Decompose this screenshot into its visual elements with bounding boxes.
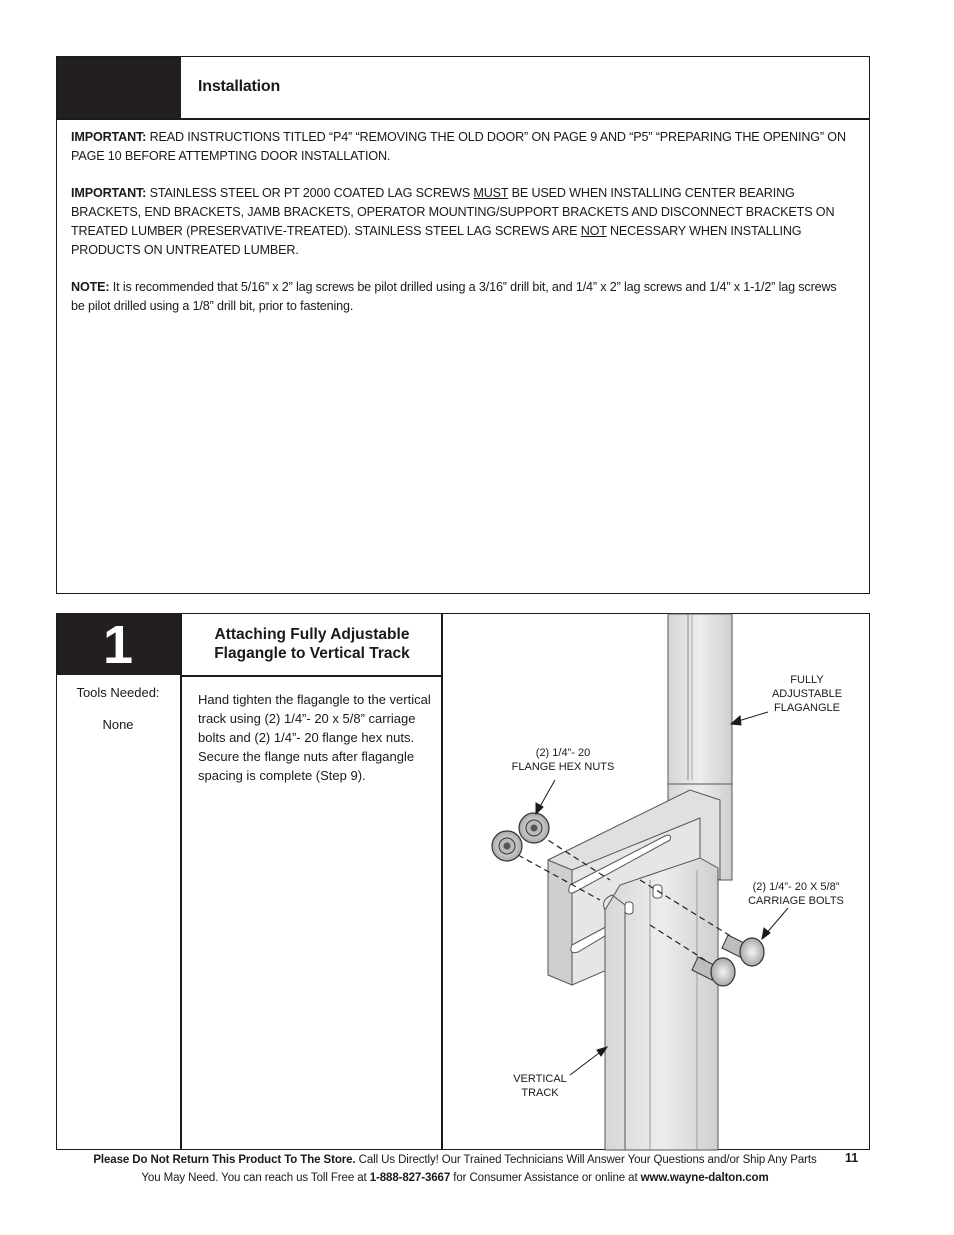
footer-line-2: You May Need. You can reach us Toll Free at 1-888-827-3667 for Consumer Assistance or online at www.wayne-dalton.com [141,1172,769,1184]
step-instructions: Hand tighten the flagangle to the vertical track using (2) 1/4”- 20 x 5/8” carriage bolts and (2) 1/4”- 20 flange hex nuts. Secure the flange nuts after flagangle spacing is complete (Step 9). [198,692,431,783]
step-number: 1 [102,615,134,675]
flange-hex-nut-2 [492,831,522,861]
footer-website[interactable]: www.wayne-dalton.com [640,1172,769,1184]
important-note-1: IMPORTANT: READ INSTRUCTIONS TITLED “P4” “REMOVING THE OLD DOOR” ON PAGE 9 AND “P5” “PREPARING THE OPENING” ON PAGE 10 BEFORE ATTEMPTING DOOR INSTALLATION. [71,130,846,163]
footer-phone: 1-888-827-3667 [369,1172,451,1184]
flange-hex-nut-1 [519,813,549,843]
step-title: Attaching Fully Adjustable Flagangle to Vertical Track [214,626,410,662]
footer-line-1: Please Do Not Return This Product To The Store. Call Us Directly! Our Trained Technicians Will Answer Your Questions and/or Ship Any Parts [93,1154,817,1166]
label-bolts-line2: CARRIAGE BOLTS [748,895,844,907]
footer [60,1151,850,1187]
tools-label: Tools Needed: [76,685,160,700]
flagangle-upper-leg [668,614,732,784]
important-note-2: IMPORTANT: STAINLESS STEEL OR PT 2000 COATED LAG SCREWS MUST BE USED WHEN INSTALLING CENTER BEARING BRACKETS, END BRACKETS, JAMB BRACKETS, OPERATOR MOUNTING/SUPPORT BRACKETS AND DISCONNECT BRACKETS ON TREATED LUMBER (PRESERVATIVE-TREATED). STAINLESS STEEL LAG SCREWS ARE NOT NECESSARY WHEN INSTALLING PRODUCTS ON UNTREATED LUMBER. [71,186,835,257]
drill-note: NOTE: It is recommended that 5/16” x 2” lag screws be pilot drilled using a 3/16” drill bit, and 1/4” x 2” lag screws and 1/4” x 1-1/2” lag screws be pilot drilled using a 1/8” drill bit, prior to fastening. [71,280,837,313]
tools-value: None [102,717,134,732]
label-nuts-line1: (2) 1/4”- 20 [535,747,591,759]
section-title: Installation [198,78,281,95]
label-track-line2: TRACK [521,1087,559,1099]
label-flagangle-line3: FLAGANGLE [773,702,841,714]
label-flagangle-line1: FULLY [790,674,824,686]
label-flagangle-line2: ADJUSTABLE [771,688,843,700]
page-number: 11 [845,1151,859,1165]
label-track-line1: VERTICAL [513,1073,567,1085]
label-bolts-line1: (2) 1/4”- 20 X 5/8” [752,881,840,893]
vertical-track-shape [604,858,718,1150]
label-nuts-line2: FLANGE HEX NUTS [511,761,615,773]
